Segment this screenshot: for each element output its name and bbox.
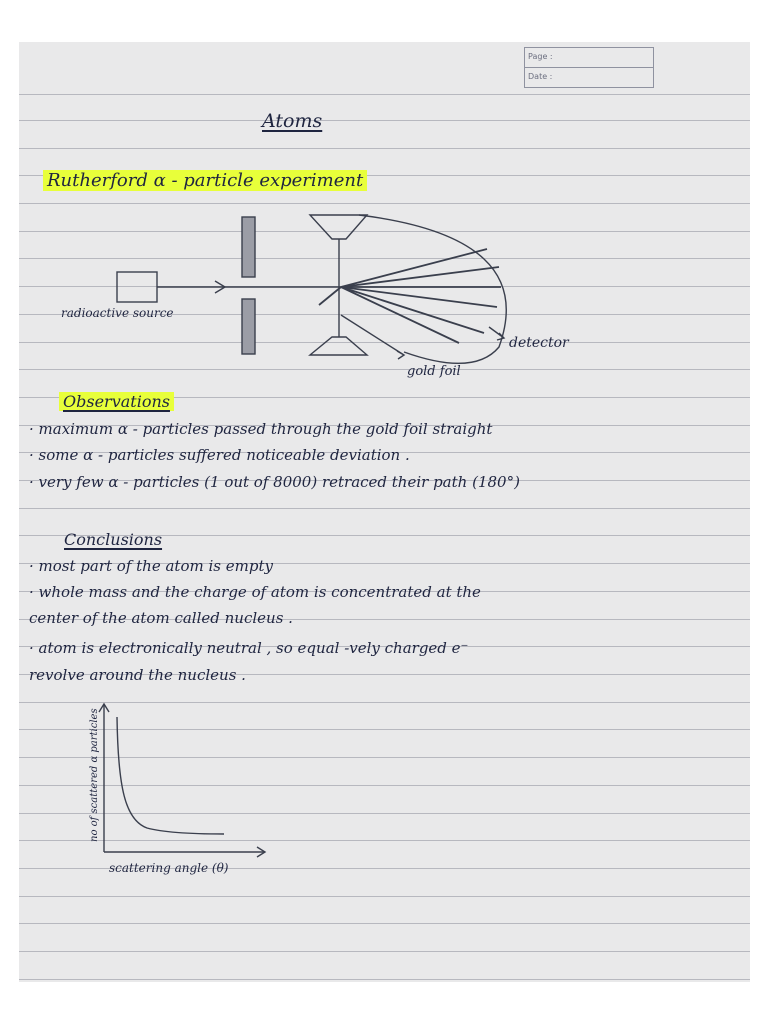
- foil-holder-bottom: [310, 337, 367, 355]
- gold-foil-pointer: [341, 315, 404, 359]
- conclusion-line: · whole mass and the charge of atom is concentrated at the: [29, 583, 481, 601]
- conclusion-line: center of the atom called nucleus .: [29, 609, 293, 627]
- observation-line: · maximum α - particles passed through the gold foil straight: [29, 420, 493, 438]
- slit-plate-top: [242, 217, 255, 277]
- gold-foil-label: gold foil: [407, 364, 461, 379]
- scattering-graph: [19, 692, 750, 882]
- ruled-line: [19, 896, 750, 897]
- graph-y-label: no of scattered α particles: [89, 708, 100, 842]
- detector-label: detector: [509, 335, 569, 351]
- date-field-label: Date :: [528, 72, 553, 81]
- ruled-line: [19, 508, 750, 509]
- conclusions-heading: Conclusions: [64, 530, 163, 549]
- experiment-heading: Rutherford α - particle experiment: [43, 170, 367, 191]
- radioactive-source-box: [117, 272, 157, 302]
- slit-plate-bottom: [242, 299, 255, 354]
- ruled-line: [19, 203, 750, 204]
- conclusion-line: · atom is electronically neutral , so equal -vely charged e⁻: [29, 639, 469, 657]
- notebook-page: [19, 42, 750, 982]
- conclusion-line: · most part of the atom is empty: [29, 557, 273, 575]
- foil-holder-top: [310, 215, 367, 239]
- conclusion-line: revolve around the nucleus .: [29, 666, 246, 684]
- source-label: radioactive source: [61, 306, 174, 320]
- page-field-label: Page :: [528, 52, 553, 61]
- ruled-line: [19, 120, 750, 121]
- observations-heading: Observations: [59, 392, 174, 411]
- ruled-line: [19, 923, 750, 924]
- observation-line: · some α - particles suffered noticeable deviation .: [29, 446, 410, 464]
- ruled-line: [19, 148, 750, 149]
- page-field: [524, 47, 654, 68]
- scattered-rays: [319, 249, 501, 343]
- ruled-line: [19, 951, 750, 952]
- detector-pointer: [489, 327, 504, 340]
- ruled-line: [19, 94, 750, 95]
- ruled-line: [19, 979, 750, 980]
- scattering-curve: [117, 717, 224, 834]
- graph-x-label: scattering angle (θ): [109, 861, 229, 875]
- observation-line: · very few α - particles (1 out of 8000) retraced their path (180°): [29, 473, 520, 491]
- page-title: Atoms: [262, 110, 323, 132]
- date-field: [524, 67, 654, 88]
